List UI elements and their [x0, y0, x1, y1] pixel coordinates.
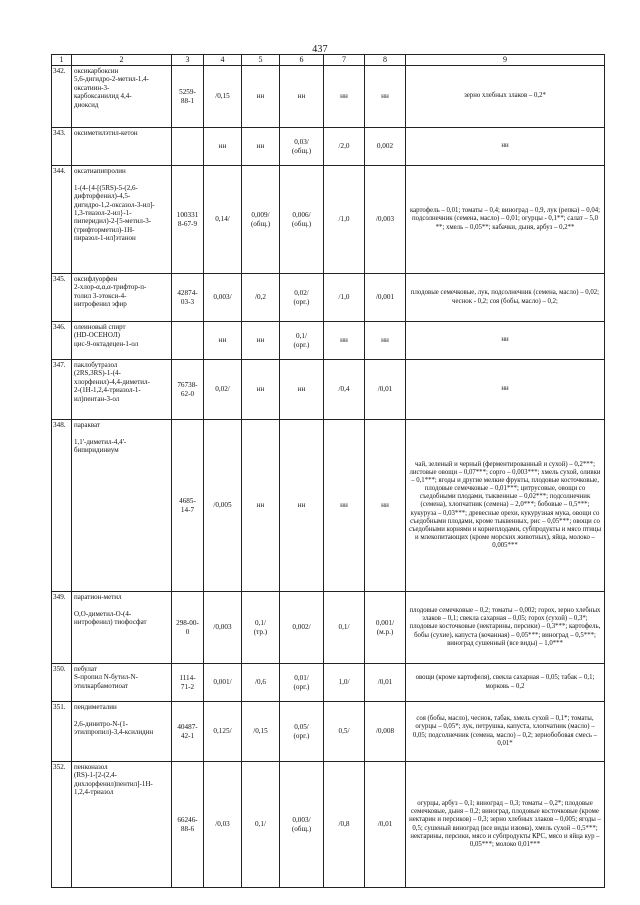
table-body	[52, 66, 605, 888]
cas-number: 1114- 71-2	[172, 664, 204, 702]
value-col-6: 0,1/ (орг.)	[280, 322, 324, 360]
substance-name: паратион-метил О,О-диметил-О-(4- нитрофенил) тиофосфат	[72, 592, 172, 664]
residue-limits: зерно хлебных злаков – 0,2*	[406, 66, 605, 128]
value-col-6: нн	[280, 360, 324, 420]
row-number: 347.	[52, 360, 72, 420]
substance-name: оксифлуорфен 2-хлор-α,α,α-трифтор-п- толил 3-этокси-4- нитрофенил эфир	[72, 274, 172, 322]
table-row	[52, 66, 605, 128]
cas-number: 5259- 88-1	[172, 66, 204, 128]
value-col-7: /2,0	[324, 128, 365, 166]
cas-number: 40487- 42-1	[172, 702, 204, 762]
row-number: 350.	[52, 664, 72, 702]
value-col-4: нн	[204, 322, 242, 360]
value-col-7: нн	[324, 420, 365, 592]
column-header-8: 8	[365, 55, 406, 66]
cas-number	[172, 128, 204, 166]
table-row	[52, 360, 605, 420]
value-col-8: /0,01	[365, 762, 406, 888]
residue-limits: соя (бобы, масло), чеснок, табак, хмель сухой – 0,1*; томаты, огурцы – 0,05*; лук, петрушка, капуста, хлопчатник (масло) – 0,05; подсолнечник (семена, масло) – 0,2; зернобобовая смесь – 0,01*	[406, 702, 605, 762]
value-col-5: нн	[242, 128, 280, 166]
substance-name: паракват 1,1'-диметил-4,4'- бипиридиниум	[72, 420, 172, 592]
substance-name: паклобутразол (2RS,3RS)-1-(4- хлорфенил)-4,4-диметил- 2-(1Н-1,2,4-триазол-1- ил)пентан-3-ол	[72, 360, 172, 420]
row-number: 352.	[52, 762, 72, 888]
value-col-4: /0,005	[204, 420, 242, 592]
table-row	[52, 664, 605, 702]
column-header-4: 4	[204, 55, 242, 66]
value-col-7: 0,5/	[324, 702, 365, 762]
regulation-table	[51, 54, 605, 888]
value-col-5: /0,6	[242, 664, 280, 702]
substance-name: пенконазол (RS)-1-[2-(2,4- дихлорфенил)пентил]-1Н- 1,2,4-триазол	[72, 762, 172, 888]
table-row	[52, 274, 605, 322]
row-number: 351.	[52, 702, 72, 762]
residue-limits: нн	[406, 360, 605, 420]
value-col-6: 0,01/ (орг.)	[280, 664, 324, 702]
page-number: 437	[312, 44, 328, 55]
value-col-7: /1,0	[324, 274, 365, 322]
value-col-6: нн	[280, 420, 324, 592]
residue-limits: нн	[406, 322, 605, 360]
value-col-5: /0,15	[242, 702, 280, 762]
cas-number: 76738- 62-0	[172, 360, 204, 420]
value-col-5: /0,2	[242, 274, 280, 322]
substance-name: пебулат S-пропил N-бутил-N- этилкарбамотиоат	[72, 664, 172, 702]
value-col-4: /0,003	[204, 592, 242, 664]
substance-name: олеиновый спирт (HD-OCEHOЛ) цис-9-октадецен-1-ол	[72, 322, 172, 360]
row-number: 345.	[52, 274, 72, 322]
value-col-8: нн	[365, 66, 406, 128]
cas-number: 66246- 88-6	[172, 762, 204, 888]
column-header-3: 3	[172, 55, 204, 66]
residue-limits: картофель – 0,01; томаты – 0,4; виноград – 0,9, лук (репка) – 0,04; подсолнечник (семена, масло) – 0,01; огурцы - 0,1**; салат – 5,0 **; хмель – 0,05**; кабачки, дыня, арбуз – 0,2**	[406, 166, 605, 274]
value-col-8: 0,001/ (м.р.)	[365, 592, 406, 664]
value-col-7: 1,0/	[324, 664, 365, 702]
value-col-6: 0,003/ (общ.)	[280, 762, 324, 888]
cas-number: 4685- 14-7	[172, 420, 204, 592]
residue-limits: огурцы, арбуз – 0,1; виноград – 0,3; томаты – 0,2*; плодовые семечковые, дыня – 0,2; виноград, плодовые косточковые (кроме нектарин и персиков) – 0,3; зерно хлебных злаков – 0,005; ягоды – 0,5; сушеный виноград (все виды изюма), хмель сухой – 0,5***; нектарины, персики, мясо и субпродукты КРС, мясо и яйца кур – 0,05***; молоко 0,01***	[406, 762, 605, 888]
cas-number: 100331 8-67-9	[172, 166, 204, 274]
substance-name: оксиметилэтил-кетон	[72, 128, 172, 166]
residue-limits: плодовые семечковые – 0,2; томаты – 0,002; горох, зерно хлебных злаков – 0,1; свекла сахарная – 0,05; горох (сухой) – 0,3*; плодовые косточковые (нектарины, персики) – 0,3***; картофель, бобы (сухие), капуста (кочанная) – 0,05***; виноград – 0,5***; виноград сушенный (все виды) – 1,0***	[406, 592, 605, 664]
substance-name: оксикарбоксин 5,6-дигидро-2-метил-1,4- оксатиин-3- карбоксанилид 4,4- диоксид	[72, 66, 172, 128]
cas-number: 42874- 03-3	[172, 274, 204, 322]
column-header-7: 7	[324, 55, 365, 66]
value-col-5: нн	[242, 322, 280, 360]
value-col-4: /0,15	[204, 66, 242, 128]
value-col-8: /0,003	[365, 166, 406, 274]
value-col-7: /0,4	[324, 360, 365, 420]
value-col-7: нн	[324, 322, 365, 360]
column-header-1: 1	[52, 55, 72, 66]
table-row	[52, 166, 605, 274]
value-col-6: 0,002/	[280, 592, 324, 664]
value-col-7: /1,0	[324, 166, 365, 274]
value-col-8: /0,001	[365, 274, 406, 322]
value-col-6: 0,03/ (общ.)	[280, 128, 324, 166]
value-col-4: 0,001/	[204, 664, 242, 702]
value-col-4: 0,02/	[204, 360, 242, 420]
row-number: 342.	[52, 66, 72, 128]
value-col-8: нн	[365, 420, 406, 592]
column-header-2: 2	[72, 55, 172, 66]
table-row	[52, 702, 605, 762]
column-header-9: 9	[406, 55, 605, 66]
row-number: 349.	[52, 592, 72, 664]
value-col-4: 0,003/	[204, 274, 242, 322]
table-row	[52, 420, 605, 592]
table-row	[52, 128, 605, 166]
cas-number	[172, 322, 204, 360]
value-col-8: нн	[365, 322, 406, 360]
column-header-6: 6	[280, 55, 324, 66]
value-col-6: 0,05/ (орг.)	[280, 702, 324, 762]
table-row	[52, 322, 605, 360]
value-col-8: /0,01	[365, 360, 406, 420]
value-col-8: /0,008	[365, 702, 406, 762]
value-col-4: 0,125/	[204, 702, 242, 762]
column-header-5: 5	[242, 55, 280, 66]
table-row	[52, 592, 605, 664]
value-col-7: /0,8	[324, 762, 365, 888]
value-col-6: нн	[280, 66, 324, 128]
value-col-5: нн	[242, 66, 280, 128]
residue-limits: чай, зеленый и черный (ферментированный и сухой) – 0,2***; листовые овощи – 0,07***; сорго – 0,003***; хмель сухой, оливки – 0,1***; ягоды и другие мелкие фрукты, плодовые косточковые, плодовые семечковые – 0,01***; цитрусовые, овощи со съедобными плодами, тыквенные – 0,02***; подсолнечник (семена), хлопчатник (семена) – 2,0***; бобовые – 0,5***; кукуруза – 0,03***; древесные орехи, кукурузная мука, овощи со съедобными плодами, кроме тыквенных, рис – 0,05***; овощи со съедобными корнями и корнеплодами, субпродукты и мясо птицы и млекопитающих (кроме морских животных), яйца, молоко – 0,005***	[406, 420, 605, 592]
value-col-4: нн	[204, 128, 242, 166]
table-row	[52, 762, 605, 888]
value-col-8: 0,002	[365, 128, 406, 166]
value-col-7: нн	[324, 66, 365, 128]
value-col-8: /0,01	[365, 664, 406, 702]
value-col-4: /0,03	[204, 762, 242, 888]
value-col-6: 0,02/ (орг.)	[280, 274, 324, 322]
row-number: 343.	[52, 128, 72, 166]
value-col-5: нн	[242, 360, 280, 420]
value-col-5: 0,1/	[242, 762, 280, 888]
value-col-5: 0,1/ (тр.)	[242, 592, 280, 664]
residue-limits: овощи (кроме картофеля), свекла сахарная – 0,05; табак – 0,1; морковь – 0,2	[406, 664, 605, 702]
value-col-6: 0,006/ (общ.)	[280, 166, 324, 274]
column-header-row	[52, 55, 605, 66]
substance-name: пендиметалин 2,6-динитро-N-(1- этилпропил)-3,4-ксилидин	[72, 702, 172, 762]
row-number: 346.	[52, 322, 72, 360]
residue-limits: плодовые семечковые, лук, подсолнечник (семена, масло) – 0,02; чеснок - 0,2; соя (бобы, масло) – 0,2;	[406, 274, 605, 322]
value-col-5: 0,009/ (общ.)	[242, 166, 280, 274]
value-col-4: 0,14/	[204, 166, 242, 274]
row-number: 348.	[52, 420, 72, 592]
residue-limits: нн	[406, 128, 605, 166]
substance-name: оксатиапипролин 1-(4-{4-[(5RS)-5-(2,6- дифторфенил)-4,5- дигидро-1,2-оксазол-3-ил]- 1,3-тиазол-2-ил}-1- пиперидил)-2-[5-метил-3- (трифторметил)-1Н- пиразол-1-ил]этанон	[72, 166, 172, 274]
cas-number: 298-00- 0	[172, 592, 204, 664]
value-col-5: нн	[242, 420, 280, 592]
row-number: 344.	[52, 166, 72, 274]
value-col-7: 0,1/	[324, 592, 365, 664]
